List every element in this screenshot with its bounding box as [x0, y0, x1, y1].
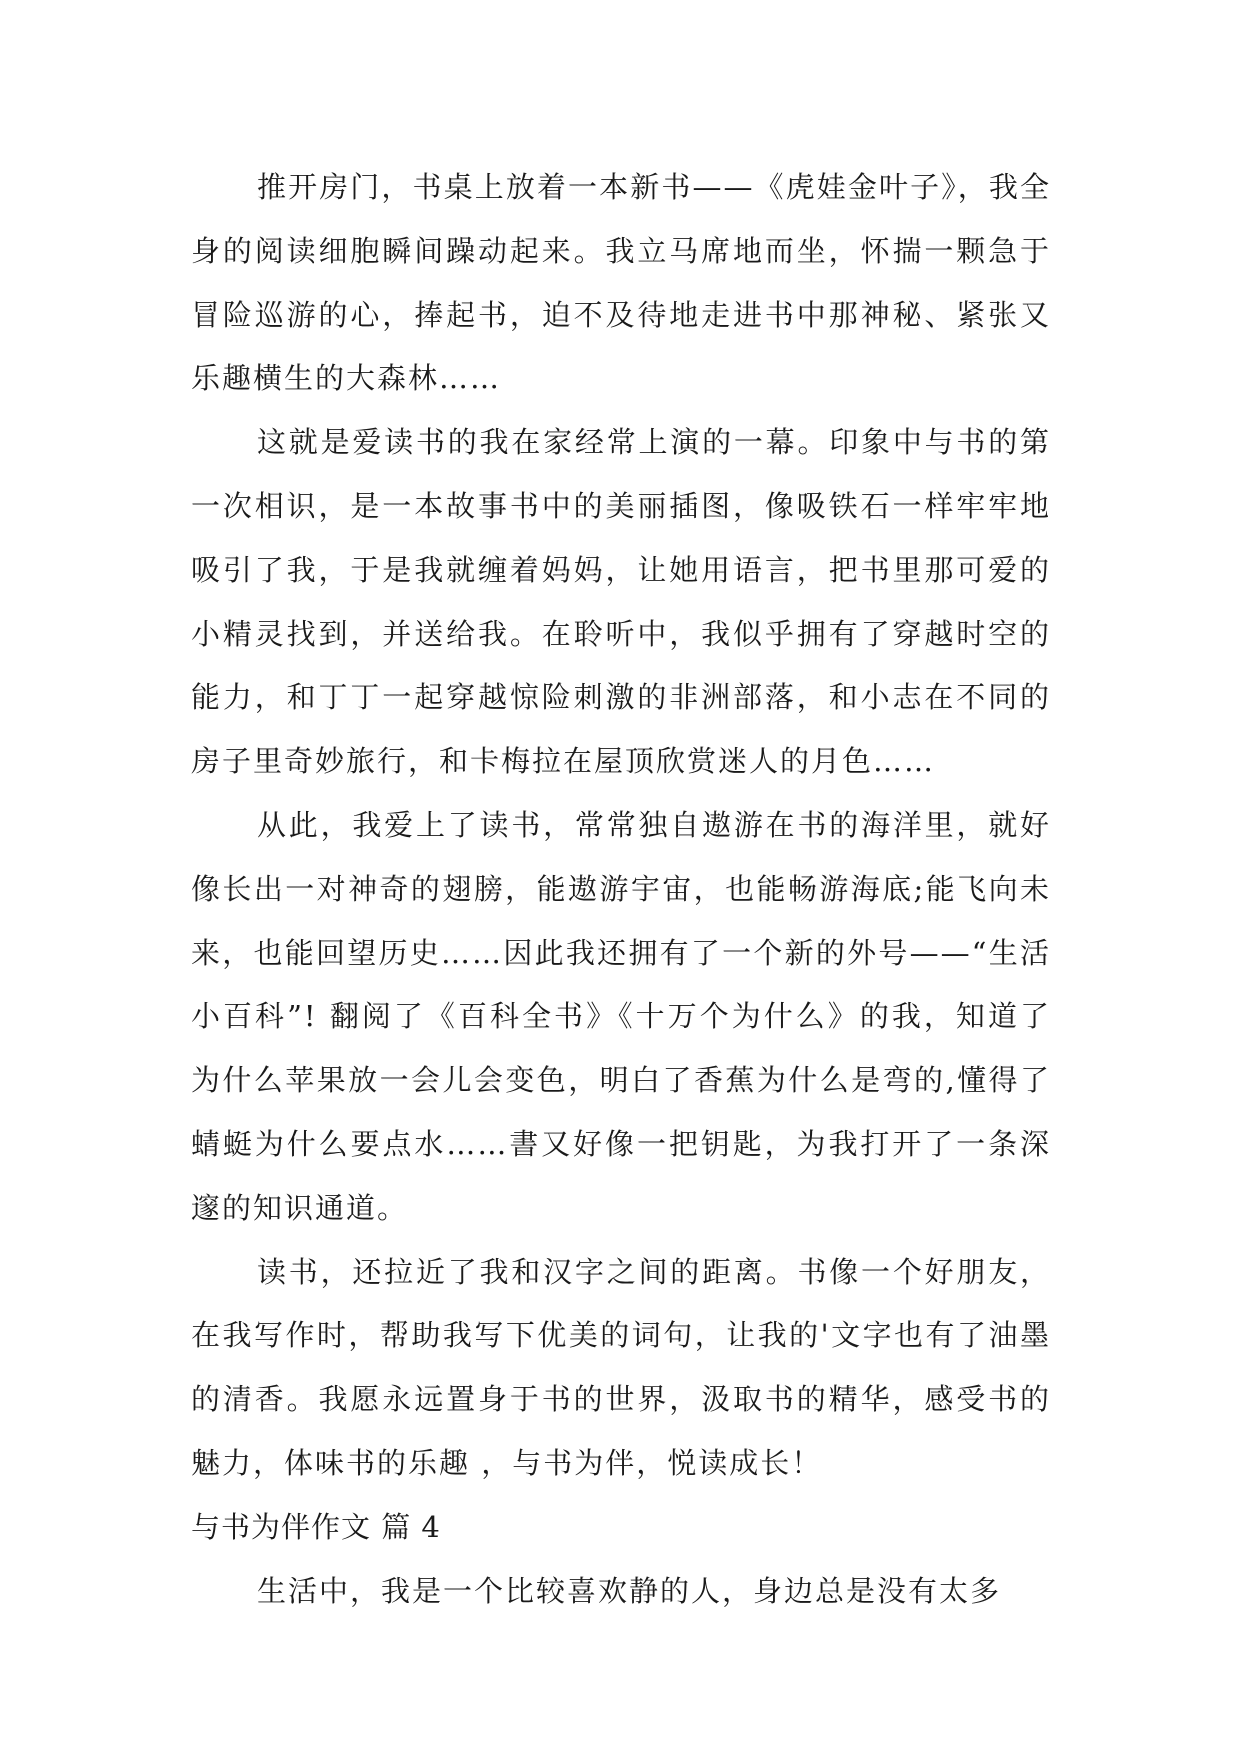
document-body: [191, 156, 1051, 1623]
paragraph-reading-and-writing: 读书，还拉近了我和汉字之间的距离。书像一个好朋友，在我写作时，帮助我写下优美的词句，让我的'文字也有了油墨的清香。我愿永远置身于书的世界，汲取书的精华，感受书的魅力，体味书的乐趣 ，与书为伴，悦读成长！: [191, 1254, 1051, 1480]
paragraph-fell-in-love-with-reading: 从此，我爱上了读书，常常独自遨游在书的海洋里，就好像长出一对神奇的翅膀，能遨游宇宙，也能畅游海底;能飞向未来，也能回望历史……因此我还拥有了一个新的外号——“生活小百科”! 翻阅了《百科全书》《十万个为什么》的我，知道了为什么苹果放一会儿会变色，明白了香蕉为什么是弯的,懂得了蜻蜓为什么要点水……書又好像一把钥匙，为我打开了一条深邃的知识通道。: [191, 807, 1051, 1225]
section-heading: 与书为伴作文 篇 4: [191, 1509, 441, 1544]
paragraph-first-meeting-with-books: 这就是爱读书的我在家经常上演的一幕。印象中与书的第一次相识，是一本故事书中的美丽插图，像吸铁石一样牢牢地吸引了我，于是我就缠着妈妈，让她用语言，把书里那可爱的小精灵找到，并送给我。在聆听中，我似乎拥有了穿越时空的能力，和丁丁一起穿越惊险刺激的非洲部落，和小志在不同的房子里奇妙旅行，和卡梅拉在屋顶欣赏迷人的月色……: [191, 425, 1051, 779]
paragraph-open-new-book: 推开房门，书桌上放着一本新书——《虎娃金叶子》，我全身的阅读细胞瞬间躁动起来。我立马席地而坐，怀揣一颗急于冒险巡游的心，捧起书，迫不及待地走进书中那神秘、紧张又乐趣横生的大森林……: [191, 170, 1051, 396]
paragraph-section-4-start: 生活中，我是一个比较喜欢静的人，身边总是没有太多: [257, 1573, 1002, 1608]
